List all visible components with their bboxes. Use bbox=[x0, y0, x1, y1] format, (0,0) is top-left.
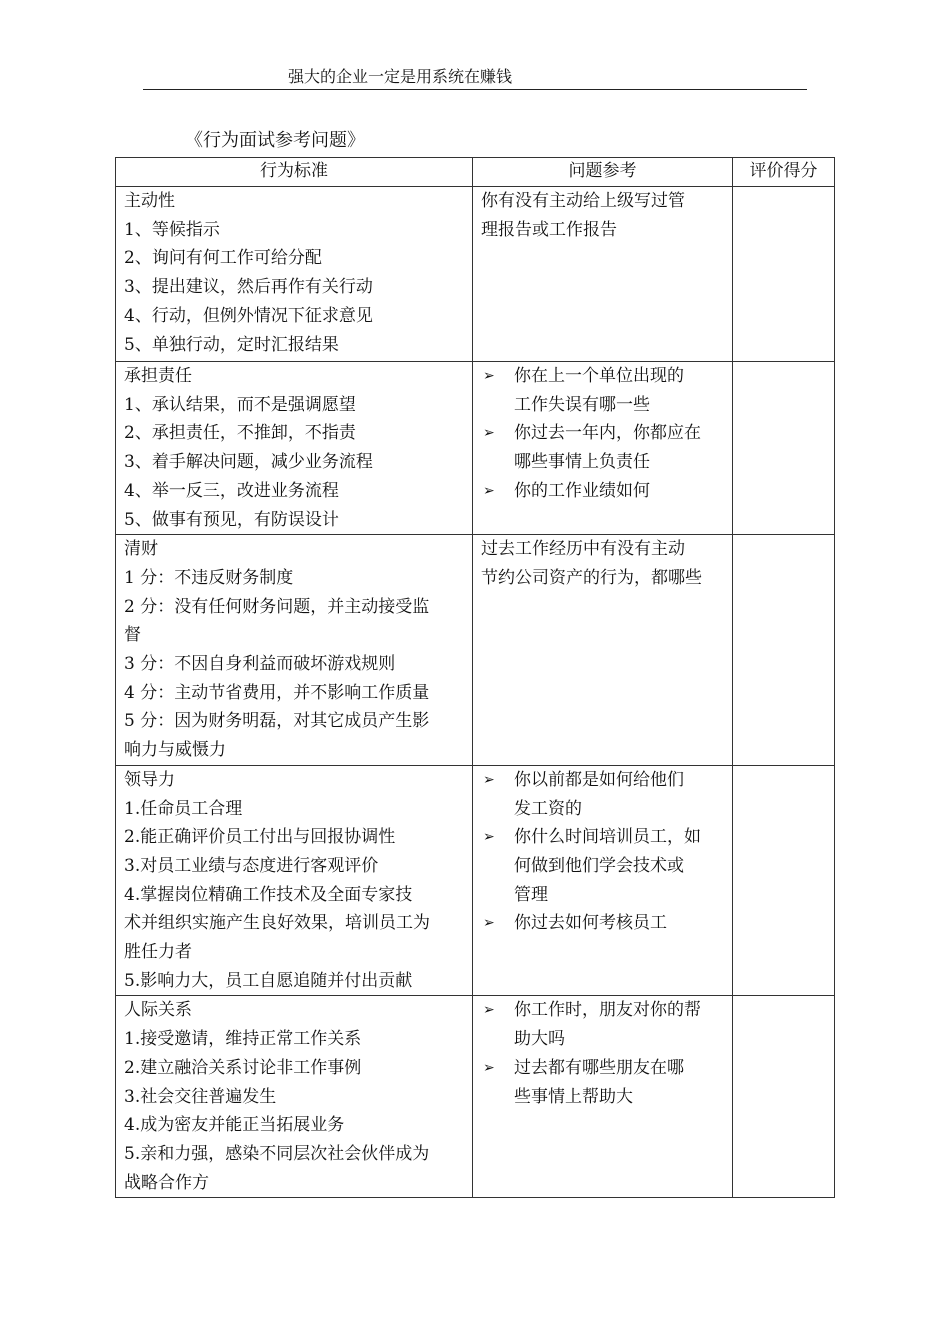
standard-level: 1.任命员工合理 bbox=[124, 798, 243, 819]
question-list bbox=[481, 362, 724, 506]
arrowhead-bullet-icon: ➢ bbox=[483, 1002, 495, 1019]
standard-level: 3、提出建议，然后再作有关行动 bbox=[124, 277, 373, 298]
standard-level: 3 分：不因自身利益而破坏游戏规则 bbox=[124, 654, 396, 675]
question-text: 何做到他们学会技术或 bbox=[514, 855, 684, 876]
standard-cell bbox=[116, 996, 473, 1198]
page-header-text: 强大的企业一定是用系统在赚钱 bbox=[288, 67, 513, 86]
question-cell bbox=[473, 996, 733, 1198]
question-text: 你有没有主动给上级写过管 bbox=[481, 191, 685, 211]
standard-level: 5.亲和力强，感染不同层次社会伙伴成为 bbox=[124, 1143, 430, 1164]
question-list-item bbox=[481, 419, 724, 476]
standard-level: 3.对员工业绩与态度进行客观评价 bbox=[124, 855, 379, 876]
standard-level: 响力与威慑力 bbox=[124, 740, 226, 761]
header-divider bbox=[143, 89, 807, 90]
question-cell bbox=[473, 362, 733, 535]
table-row bbox=[116, 996, 835, 1198]
question-text: 助大吗 bbox=[514, 1029, 565, 1050]
arrowhead-bullet-icon: ➢ bbox=[483, 1059, 495, 1076]
question-list-item bbox=[481, 362, 724, 419]
standard-cell bbox=[116, 535, 473, 766]
table-row bbox=[116, 765, 835, 996]
question-text: 发工资的 bbox=[514, 798, 582, 819]
score-cell[interactable] bbox=[733, 187, 835, 362]
arrowhead-bullet-icon: ➢ bbox=[483, 829, 495, 846]
standard-cell bbox=[116, 187, 473, 362]
question-list-item bbox=[481, 1054, 724, 1111]
question-text: 节约公司资产的行为，都哪些 bbox=[481, 567, 702, 588]
standard-level: 2.能正确评价员工付出与回报协调性 bbox=[124, 827, 396, 848]
standard-level: 4、举一反三，改进业务流程 bbox=[124, 480, 339, 501]
arrowhead-bullet-icon: ➢ bbox=[483, 771, 495, 788]
question-list-item bbox=[481, 823, 724, 909]
standard-level: 4.成为密友并能正当拓展业务 bbox=[124, 1115, 345, 1136]
standard-heading: 人际关系 bbox=[124, 1000, 192, 1021]
behavior-interview-table bbox=[115, 157, 835, 1198]
standard-level: 1 分：不违反财务制度 bbox=[124, 567, 294, 588]
question-text: 你什么时间培训员工，如 bbox=[514, 827, 701, 848]
standard-level: 5 分：因为财务明磊，对其它成员产生影 bbox=[124, 711, 430, 732]
question-list-item bbox=[481, 477, 724, 506]
question-text: 你的工作业绩如何 bbox=[514, 480, 650, 501]
arrowhead-bullet-icon: ➢ bbox=[483, 482, 495, 499]
question-text: 你工作时，朋友对你的帮 bbox=[514, 1000, 701, 1021]
standard-level: 4.掌握岗位精确工作技术及全面专家技 bbox=[124, 884, 413, 905]
question-text: 过去工作经历中有没有主动 bbox=[481, 539, 685, 560]
standard-level: 2、询问有何工作可给分配 bbox=[124, 248, 322, 269]
standard-heading: 承担责任 bbox=[124, 366, 192, 386]
question-list-item bbox=[481, 909, 724, 938]
standard-level: 2、承担责任，不推卸，不指责 bbox=[124, 423, 356, 444]
question-list-item bbox=[481, 766, 724, 823]
score-cell[interactable] bbox=[733, 362, 835, 535]
question-text: 过去都有哪些朋友在哪 bbox=[514, 1057, 684, 1078]
question-list-item bbox=[481, 996, 724, 1053]
standard-heading: 主动性 bbox=[124, 191, 175, 211]
standard-level: 5.影响力大，员工自愿追随并付出贡献 bbox=[124, 970, 413, 991]
standard-level: 5、做事有预见，有防误设计 bbox=[124, 509, 339, 530]
standard-level: 2 分：没有任何财务问题，并主动接受监 bbox=[124, 596, 430, 617]
question-text: 工作失误有哪一些 bbox=[514, 394, 650, 415]
standard-cell bbox=[116, 765, 473, 996]
table-body bbox=[116, 187, 835, 1198]
question-cell bbox=[473, 187, 733, 362]
arrowhead-bullet-icon: ➢ bbox=[483, 915, 495, 932]
column-header-score: 评价得分 bbox=[733, 158, 835, 187]
standard-level: 胜任力者 bbox=[124, 942, 192, 963]
standard-level: 1、承认结果，而不是强调愿望 bbox=[124, 394, 356, 415]
document-title: 《行为面试参考问题》 bbox=[185, 130, 365, 151]
standard-level: 4、行动，但例外情况下征求意见 bbox=[124, 305, 373, 326]
column-header-questions: 问题参考 bbox=[473, 158, 733, 187]
standard-level: 1、等候指示 bbox=[124, 219, 220, 240]
standard-heading: 领导力 bbox=[124, 769, 175, 790]
table-row bbox=[116, 362, 835, 535]
standard-level: 术并组织实施产生良好效果，培训员工为 bbox=[124, 913, 430, 934]
standard-cell bbox=[116, 362, 473, 535]
standard-level: 4 分：主动节省费用，并不影响工作质量 bbox=[124, 682, 430, 703]
standard-level: 3、着手解决问题，减少业务流程 bbox=[124, 452, 373, 473]
question-text: 你过去一年内，你都应在 bbox=[514, 423, 701, 444]
question-text: 理报告或工作报告 bbox=[481, 219, 617, 240]
question-cell bbox=[473, 535, 733, 766]
question-list bbox=[481, 996, 724, 1111]
standard-level: 督 bbox=[124, 625, 141, 646]
standard-level: 5、单独行动，定时汇报结果 bbox=[124, 334, 339, 355]
table-row bbox=[116, 535, 835, 766]
standard-heading: 清财 bbox=[124, 539, 158, 560]
arrowhead-bullet-icon: ➢ bbox=[483, 425, 495, 442]
score-cell[interactable] bbox=[733, 535, 835, 766]
standard-level: 2.建立融洽关系讨论非工作事例 bbox=[124, 1057, 362, 1078]
table-row bbox=[116, 187, 835, 362]
question-text: 哪些事情上负责任 bbox=[514, 452, 650, 473]
score-cell[interactable] bbox=[733, 996, 835, 1198]
question-text: 你以前都是如何给他们 bbox=[514, 769, 684, 790]
question-list bbox=[481, 766, 724, 938]
standard-level: 战略合作方 bbox=[124, 1172, 209, 1193]
arrowhead-bullet-icon: ➢ bbox=[483, 368, 495, 384]
table-header-row bbox=[116, 158, 835, 187]
question-text: 你在上一个单位出现的 bbox=[514, 366, 684, 386]
column-header-standard: 行为标准 bbox=[116, 158, 473, 187]
standard-level: 3.社会交往普遍发生 bbox=[124, 1086, 277, 1107]
question-text: 你过去如何考核员工 bbox=[514, 913, 667, 934]
standard-level: 1.接受邀请，维持正常工作关系 bbox=[124, 1029, 362, 1050]
question-text: 管理 bbox=[514, 884, 548, 905]
question-text: 些事情上帮助大 bbox=[514, 1086, 633, 1107]
score-cell[interactable] bbox=[733, 765, 835, 996]
question-cell bbox=[473, 765, 733, 996]
